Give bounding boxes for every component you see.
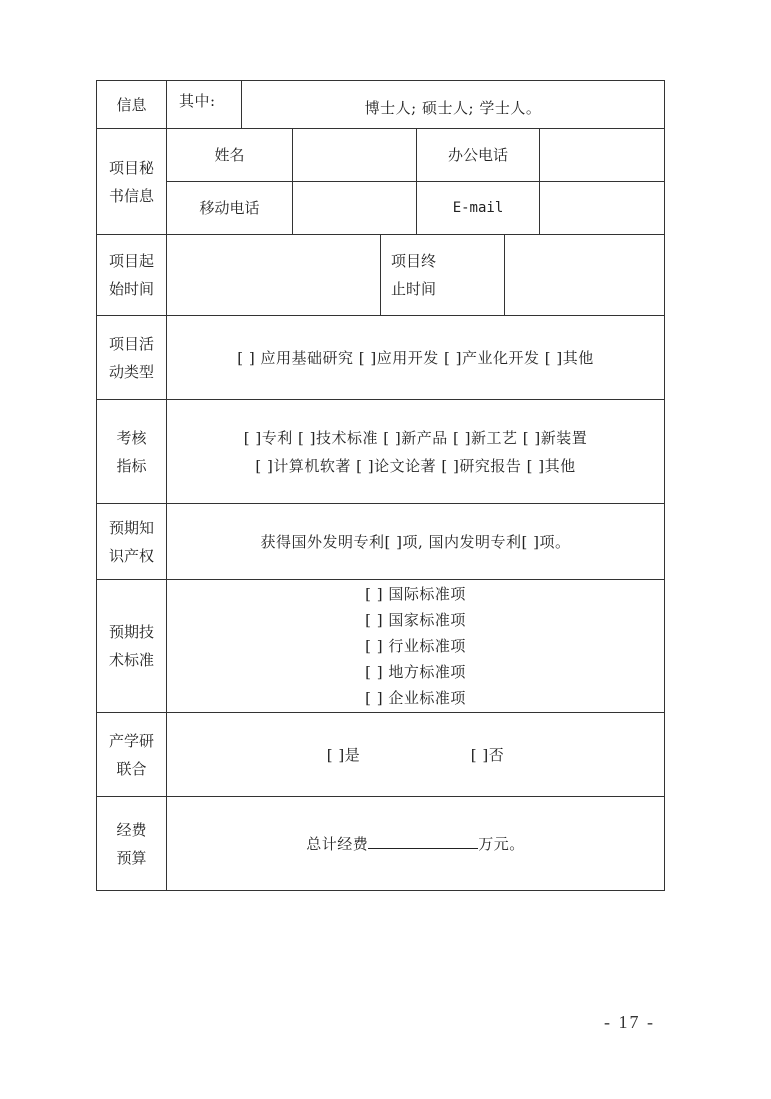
tech-standard-options: [167, 580, 665, 713]
ip-row: [97, 504, 665, 580]
mobile-label: 移动电话: [167, 182, 293, 235]
assessment-options-line1: [ ]专利 [ ]技术标准 [ ]新产品 [ ]新工艺 [ ]新装置: [243, 428, 588, 447]
budget-suffix: 万元。: [478, 834, 525, 853]
assessment-label: [97, 400, 167, 504]
start-time-label-line2: 始时间: [108, 280, 154, 298]
budget-label: [97, 797, 167, 891]
qizhong-label: 其中:: [167, 81, 242, 129]
tech-standard-label-line1: 预期技: [108, 623, 154, 641]
page-number: - 17 -: [604, 1012, 655, 1032]
assessment-label-line2: 指标: [116, 456, 147, 475]
ip-text[interactable]: 获得国外发明专利[ ]项, 国内发明专利[ ]项。: [167, 504, 665, 580]
end-time-label-line2: 止时间: [391, 280, 437, 298]
tech-standard-label-line2: 术标准: [108, 651, 154, 669]
cooperation-row: [97, 713, 665, 797]
budget-amount-field[interactable]: [368, 832, 478, 849]
mobile-field[interactable]: [293, 182, 417, 235]
start-time-field[interactable]: [167, 235, 381, 316]
email-field[interactable]: [540, 182, 665, 235]
cooperation-label-line1: 产学研: [108, 731, 154, 750]
activity-type-label-line2: 动类型: [108, 362, 154, 381]
budget-label-line1: 经费: [116, 820, 147, 839]
activity-type-row: [97, 316, 665, 400]
cooperation-options: [167, 713, 665, 797]
cooperation-label-line2: 联合: [116, 759, 147, 778]
assessment-row: [97, 400, 665, 504]
activity-type-options[interactable]: [ ] 应用基础研究 [ ]应用开发 [ ]产业化开发 [ ]其他: [167, 316, 665, 400]
end-time-label-line1: 项目终: [391, 252, 437, 270]
email-label: E-mail: [417, 182, 540, 235]
tech-standard-label: [97, 580, 167, 713]
budget-prefix: 总计经费: [306, 834, 369, 853]
ip-label-line2: 识产权: [108, 546, 154, 565]
tech-standard-item[interactable]: [ ] 地方标准项: [365, 663, 466, 681]
office-phone-label: 办公电话: [417, 129, 540, 182]
assessment-options-line2: [ ]计算机软著 [ ]论文论著 [ ]研究报告 [ ]其他: [255, 456, 576, 475]
start-time-label-line1: 项目起: [108, 252, 154, 270]
activity-type-label: [97, 316, 167, 400]
degree-row: [97, 81, 665, 129]
name-field[interactable]: [293, 129, 417, 182]
secretary-row-1: [97, 129, 665, 182]
cooperation-label: [97, 713, 167, 797]
application-form-table: [96, 80, 665, 891]
degree-label: 信息: [97, 81, 167, 129]
project-time-row: [97, 235, 665, 316]
tech-standard-item[interactable]: [ ] 行业标准项: [365, 637, 466, 655]
activity-type-label-line1: 项目活: [108, 334, 154, 353]
secretary-label-line2: 书信息: [108, 186, 154, 205]
cooperation-no[interactable]: [ ]否: [470, 745, 505, 764]
secretary-row-2: [97, 182, 665, 235]
tech-standard-item[interactable]: [ ] 企业标准项: [365, 689, 466, 707]
tech-standard-item[interactable]: [ ] 国际标准项: [365, 585, 466, 603]
cooperation-yes[interactable]: [ ]是: [326, 745, 361, 764]
tech-standard-row: [97, 580, 665, 713]
tech-standard-item[interactable]: [ ] 国家标准项: [365, 611, 466, 629]
secretary-label: [97, 129, 167, 235]
ip-label-line1: 预期知: [108, 518, 154, 537]
assessment-options[interactable]: [167, 400, 665, 504]
budget-label-line2: 预算: [116, 848, 147, 867]
end-time-label: [381, 235, 505, 316]
name-label: 姓名: [167, 129, 293, 182]
office-phone-field[interactable]: [540, 129, 665, 182]
ip-label: [97, 504, 167, 580]
secretary-label-line1: 项目秘: [108, 158, 154, 177]
assessment-label-line1: 考核: [116, 428, 147, 447]
budget-row: [97, 797, 665, 891]
budget-text: [167, 797, 665, 891]
start-time-label: [97, 235, 167, 316]
degree-counts: 博士人; 硕士人; 学士人。: [242, 81, 665, 129]
end-time-field[interactable]: [505, 235, 665, 316]
